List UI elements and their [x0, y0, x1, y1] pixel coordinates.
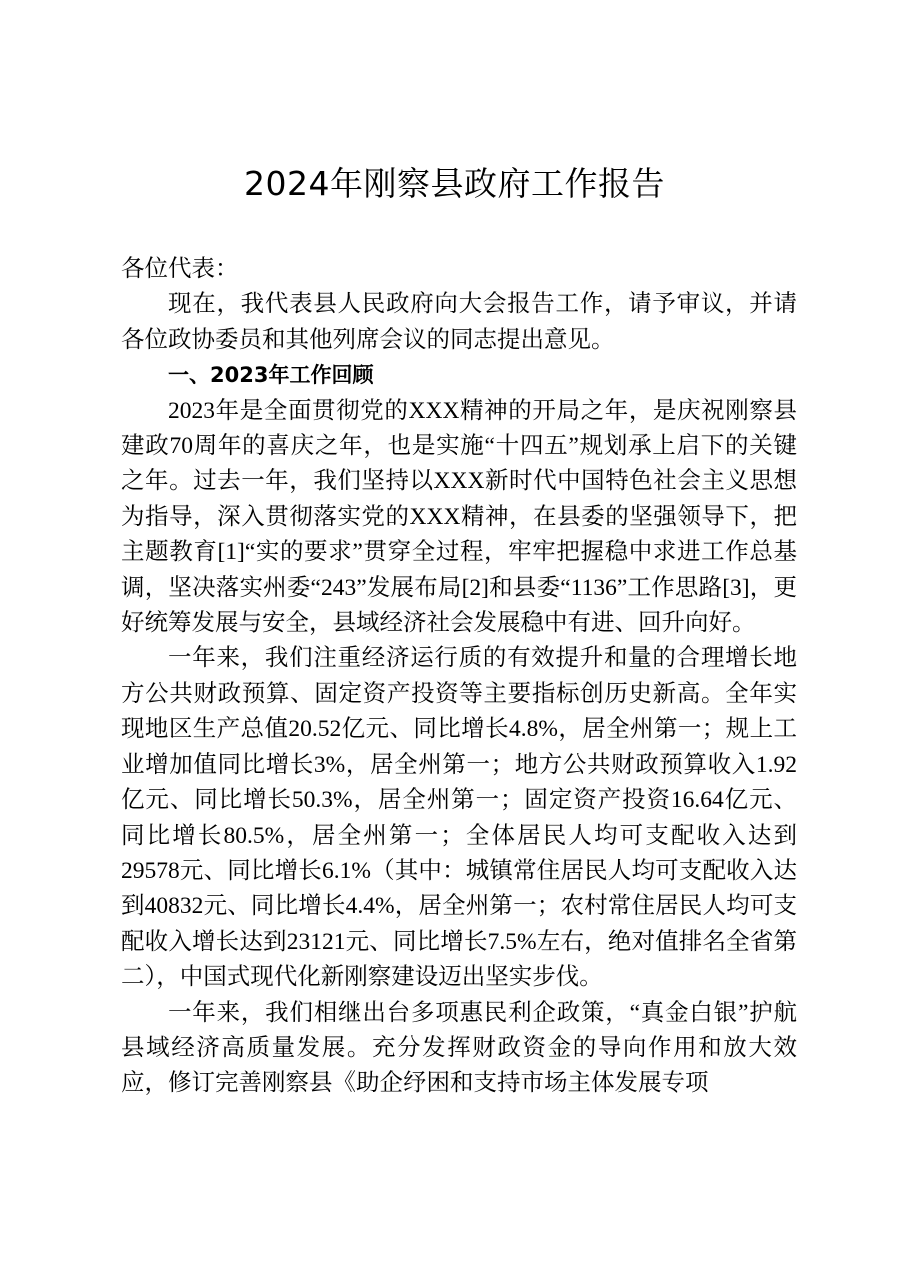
paragraph-policy: 一年来，我们相继出台多项惠民利企政策，“真金白银”护航县域经济高质量发展。充分发挥财政资金的导向作用和放大效应，修订完善刚察县《助企纾困和支持市场主体发展专项	[121, 999, 797, 1097]
intro-paragraph: 现在，我代表县人民政府向大会报告工作，请予审议，并请各位政协委员和其他列席会议的同志提出意见。	[121, 291, 797, 353]
document-title: 2024年刚察县政府工作报告	[244, 164, 665, 203]
document-body	[121, 252, 797, 1102]
section-heading: 一、2023年工作回顾	[168, 363, 374, 388]
paragraph-overview: 2023年是全面贯彻党的XXX精神的开局之年，是庆祝刚察县建政70周年的喜庆之年，也是实施“十四五”规划承上启下的关键之年。过去一年，我们坚持以XXX新时代中国特色社会主义思想为指导，深入贯彻落实党的XXX精神，在县委的坚强领导下，把主题教育[1]“实的要求”贯穿全过程，牢牢把握稳中求进工作总基调，坚决落实州委“243”发展布局[2]和县委“1136”工作思路[3]，更好统筹发展与安全，县域经济社会发展稳中有进、回升向好。	[121, 397, 797, 637]
paragraph-economy: 一年来，我们注重经济运行质的有效提升和量的合理增长地方公共财政预算、固定资产投资等主要指标创历史新高。全年实现地区生产总值20.52亿元、同比增长4.8%，居全州第一；规上工业增加值同比增长3%，居全州第一；地方公共财政预算收入1.92亿元、同比增长50.3%，居全州第一；固定资产投资16.64亿元、同比增长80.5%，居全州第一；全体居民人均可支配收入达到29578元、同比增长6.1%（其中：城镇常住居民人均可支配收入达到40832元、同比增长4.4%，居全州第一；农村常住居民人均可支配收入增长达到23121元、同比增长7.5%左右，绝对值排名全省第二），中国式现代化新刚察建设迈出坚实步伐。	[121, 645, 797, 991]
salutation: 各位代表：	[121, 256, 239, 282]
